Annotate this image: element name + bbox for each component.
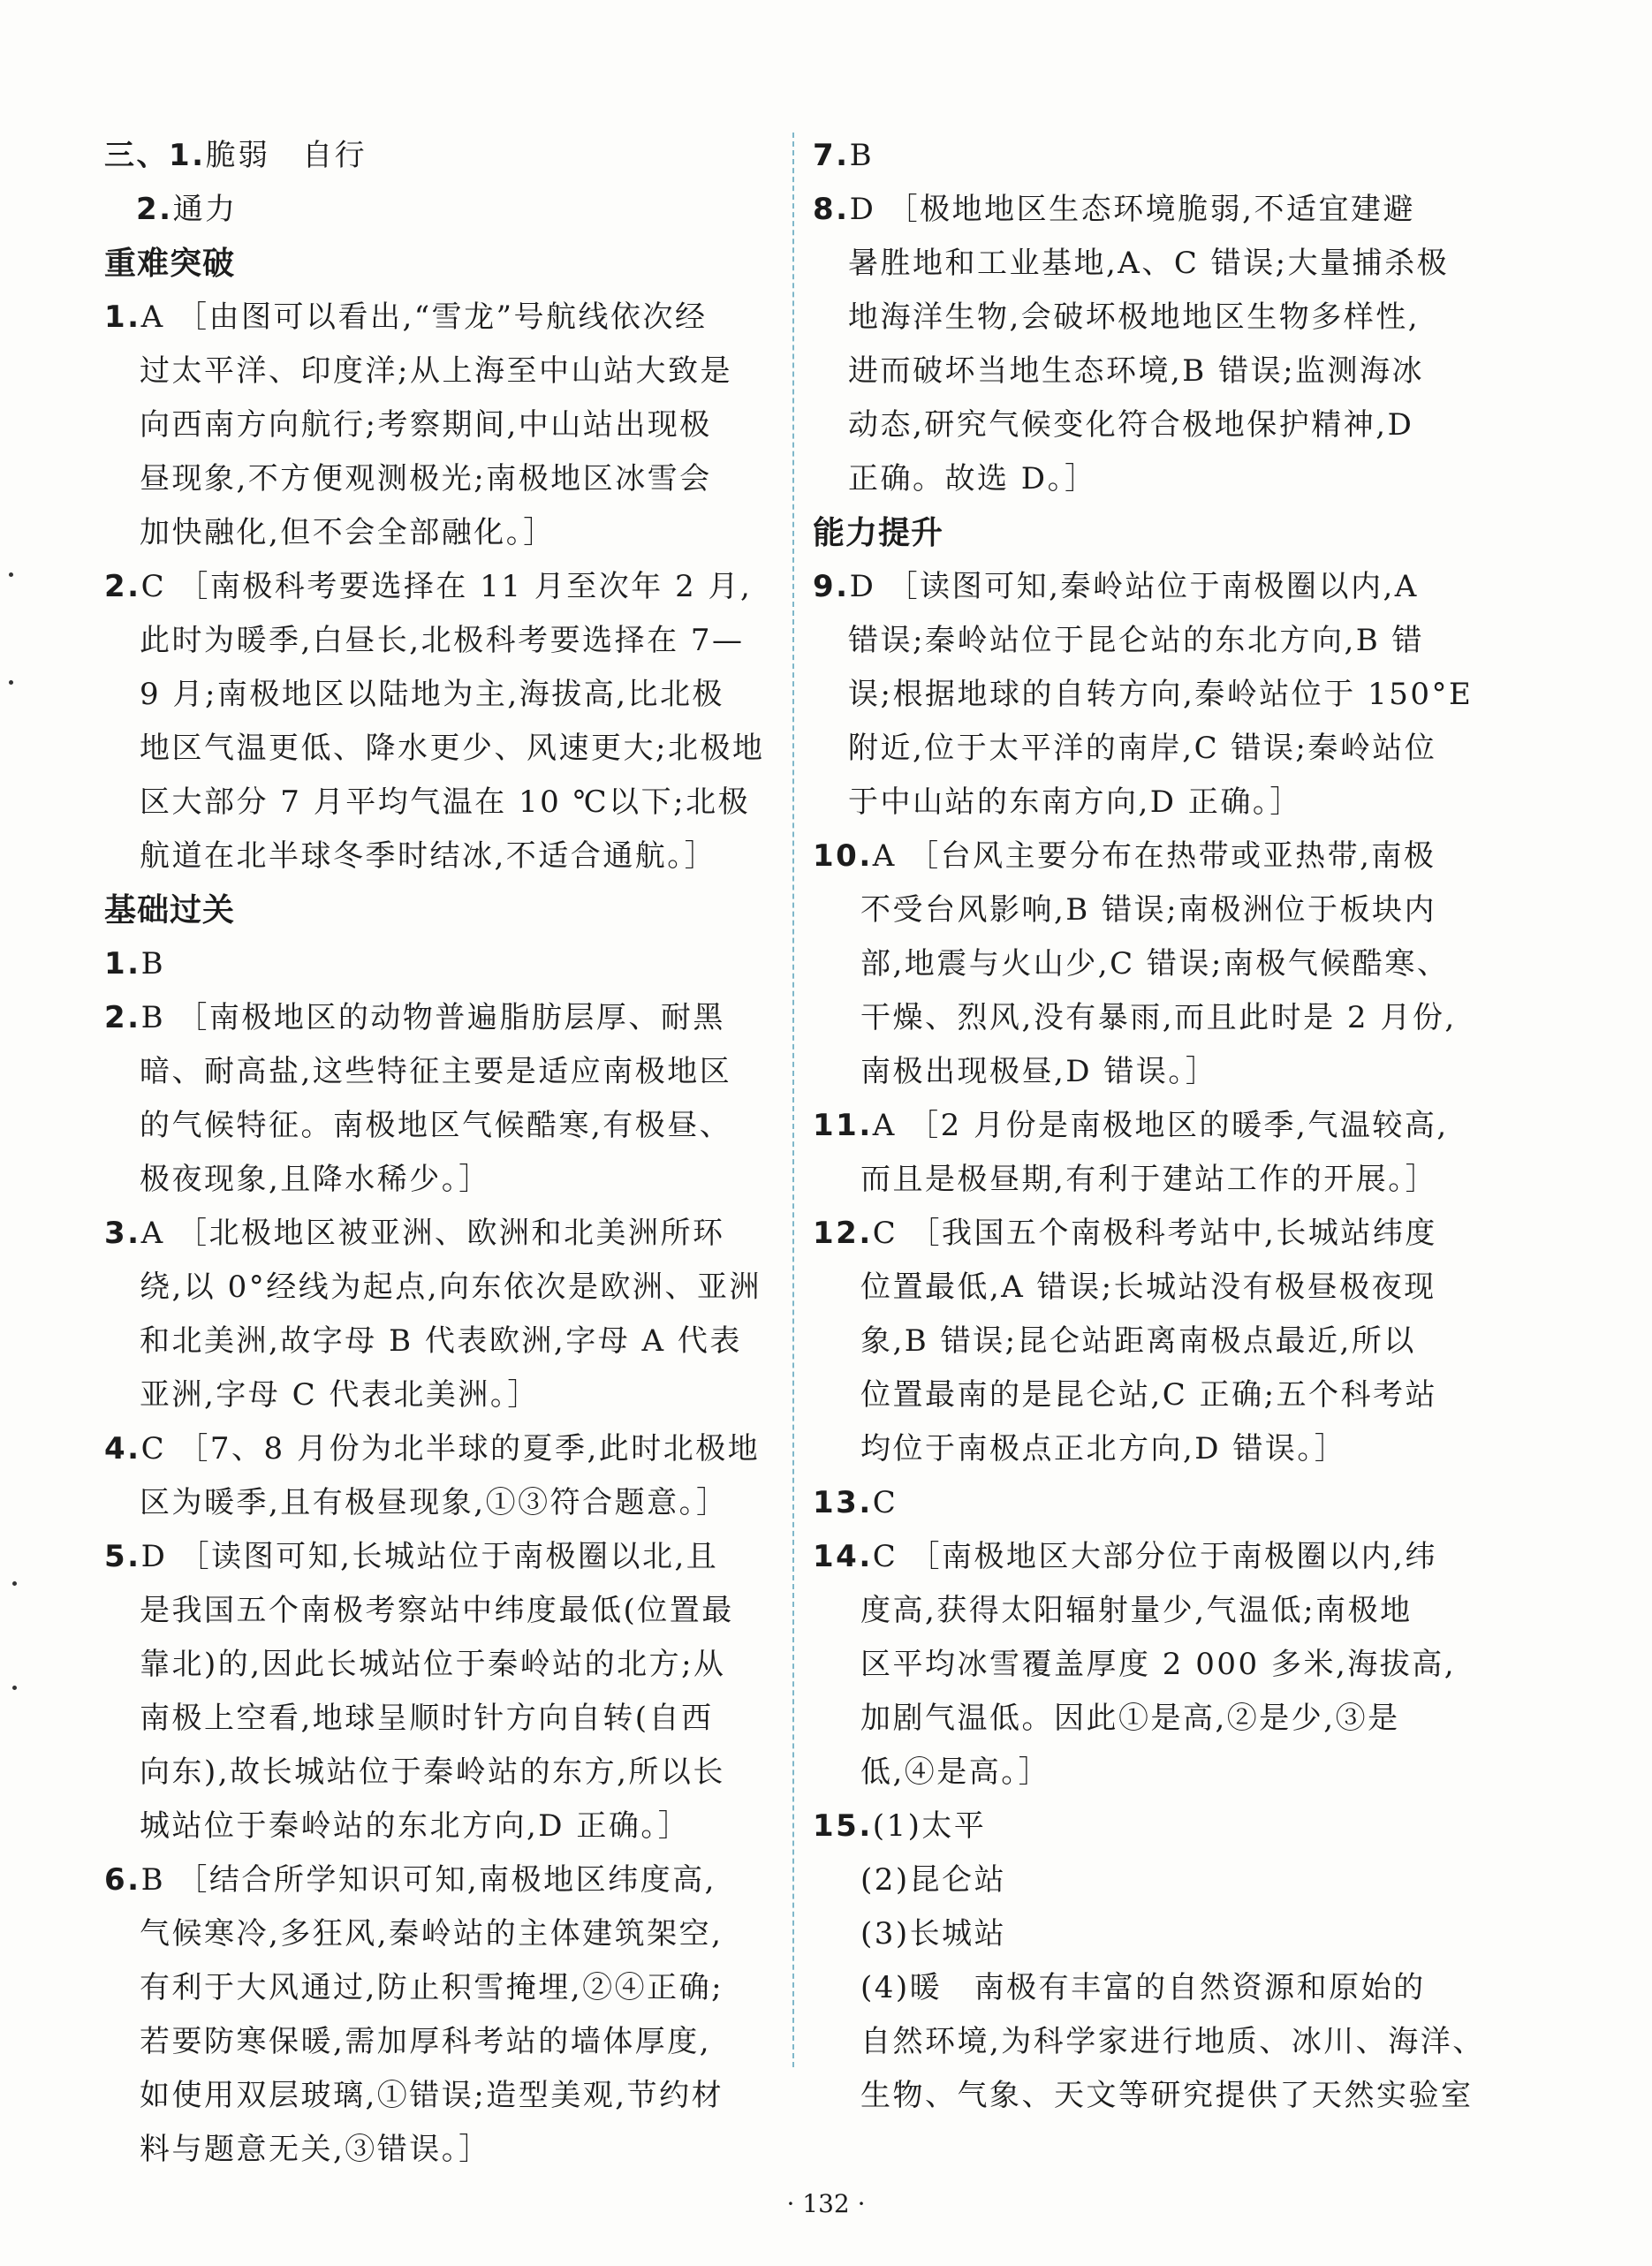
answer-continuation — [813, 1261, 1477, 1315]
answer-text: 地区气温更低、降水更少、风速更大;北极地 — [140, 731, 765, 766]
answer-item — [813, 1530, 1477, 1584]
answer-text: 向东),故长城站位于秦岭站的东方,所以长 — [140, 1754, 725, 1790]
answer-text: C — [872, 1485, 898, 1520]
answer-continuation — [813, 1746, 1477, 1800]
item-number: 13. — [813, 1485, 873, 1520]
answer-item — [813, 1099, 1477, 1153]
answer-continuation — [104, 2069, 776, 2123]
answer-item — [104, 1853, 776, 1907]
answer-text: 此时为暖季,白昼长,北极科考要选择在 7— — [140, 623, 745, 658]
answer-item — [813, 129, 1477, 183]
item-number: 11. — [813, 1108, 873, 1143]
answer-text: 于中山站的东南方向,D 正确。］ — [848, 784, 1302, 820]
answer-item — [813, 560, 1477, 614]
answer-text: 极夜现象,且降水稀少。］ — [140, 1162, 491, 1197]
item-number: 2. — [104, 569, 141, 604]
item-number: 4. — [104, 1431, 141, 1466]
answer-item — [813, 830, 1477, 883]
item-number: 7. — [813, 138, 850, 173]
answer-item — [104, 129, 776, 183]
answer-text: 靠北)的,因此长城站位于秦岭站的北方;从 — [140, 1647, 726, 1682]
answer-text: 的气候特征。南极地区气候酷寒,有极昼、 — [140, 1108, 732, 1143]
answer-text: 航道在北半球冬季时结冰,不适合通航。］ — [140, 838, 717, 874]
answer-continuation — [104, 1315, 776, 1368]
answer-continuation — [813, 1584, 1477, 1638]
answer-text: C ［南极科考要选择在 11 月至次年 2 月, — [140, 569, 753, 604]
answer-item — [813, 1207, 1477, 1261]
margin-mark — [12, 1686, 17, 1690]
answer-text: 动态,研究气候变化符合极地保护精神,D — [848, 407, 1414, 443]
answer-item — [104, 183, 776, 237]
item-number: 9. — [813, 569, 850, 604]
answer-text: 误;根据地球的自转方向,秦岭站位于 150°E — [848, 677, 1474, 712]
answer-continuation — [813, 776, 1477, 830]
answer-text: A ［北极地区被亚洲、欧洲和北美洲所环 — [140, 1216, 725, 1251]
answer-continuation — [813, 937, 1477, 991]
margin-mark — [12, 1581, 17, 1586]
answer-continuation — [813, 1692, 1477, 1746]
item-number: 3. — [104, 1216, 141, 1251]
answer-continuation — [104, 1099, 776, 1153]
answer-continuation — [813, 1853, 1477, 1907]
item-number: 12. — [813, 1216, 873, 1251]
answer-text: 位置最低,A 错误;长城站没有极昼极夜现 — [860, 1269, 1436, 1305]
answer-text: 如使用双层玻璃,①错误;造型美观,节约材 — [140, 2078, 724, 2113]
answer-item — [104, 991, 776, 1045]
answer-text: 9 月;南极地区以陆地为主,海拔高,比北极 — [140, 677, 725, 712]
answer-continuation — [813, 1153, 1477, 1207]
answer-text: 是我国五个南极考察站中纬度最低(位置最 — [140, 1593, 734, 1628]
answer-text: 若要防寒保暖,需加厚科考站的墙体厚度, — [140, 2024, 712, 2059]
answer-text: B — [140, 946, 166, 981]
answer-text: 过太平洋、印度洋;从上海至中山站大致是 — [140, 353, 732, 389]
section-heading: 重难突破 — [104, 246, 236, 282]
answer-text: 加剧气温低。因此①是高,②是少,③是 — [860, 1701, 1400, 1736]
answer-text: B ［南极地区的动物普遍脂肪层厚、耐黑 — [140, 1000, 725, 1035]
item-number: 6. — [104, 1862, 141, 1898]
item-number: 5. — [104, 1539, 141, 1574]
answer-text: B — [849, 138, 875, 173]
answer-continuation — [104, 1584, 776, 1638]
answer-text: D ［极地地区生态环境脆弱,不适宜建避 — [849, 192, 1415, 227]
answer-continuation — [813, 1638, 1477, 1692]
answer-text: 生物、气象、天文等研究提供了天然实验室 — [860, 2078, 1474, 2113]
answer-text: 干燥、烈风,没有暴雨,而且此时是 2 月份, — [860, 1000, 1457, 1035]
answer-continuation — [104, 452, 776, 506]
answer-text: 错误;秦岭站位于昆仑站的东北方向,B 错 — [848, 623, 1425, 658]
answer-continuation — [104, 1261, 776, 1315]
answer-continuation — [104, 614, 776, 668]
answer-continuation — [813, 722, 1477, 776]
answer-continuation — [104, 776, 776, 830]
answer-text: C ［7、8 月份为北半球的夏季,此时北极地 — [140, 1431, 761, 1466]
margin-mark — [9, 680, 13, 685]
answer-item — [104, 937, 776, 991]
answer-continuation — [813, 2015, 1485, 2069]
answer-text: A ［由图可以看出,“雪龙”号航线依次经 — [140, 299, 708, 335]
answer-continuation — [813, 991, 1477, 1045]
answer-continuation — [104, 1692, 776, 1746]
item-number: 8. — [813, 192, 850, 227]
answer-text: 度高,获得太阳辐射量少,气温低;南极地 — [860, 1593, 1413, 1628]
answer-item — [104, 1207, 776, 1261]
answer-text: 象,B 错误;昆仑站距离南极点最近,所以 — [860, 1323, 1416, 1359]
answer-item — [104, 1422, 776, 1476]
answer-text: A ［2 月份是南极地区的暖季,气温较高, — [872, 1108, 1449, 1143]
item-number: 15. — [813, 1808, 873, 1844]
answer-text: 低,④是高。］ — [860, 1754, 1051, 1790]
answer-continuation — [104, 1800, 776, 1853]
answer-text: B ［结合所学知识可知,南极地区纬度高, — [140, 1862, 716, 1898]
item-number: 三、1. — [104, 138, 206, 173]
answer-text: (1)太平 — [872, 1808, 987, 1844]
answer-text: 区大部分 7 月平均气温在 10 ℃以下;北极 — [140, 784, 751, 820]
answer-text: 昼现象,不方便观测极光;南极地区冰雪会 — [140, 461, 712, 496]
answer-continuation — [104, 1153, 776, 1207]
answer-continuation — [813, 668, 1477, 722]
answer-text: 气候寒冷,多狂风,秦岭站的主体建筑架空, — [140, 1916, 724, 1951]
section-heading: 基础过关 — [104, 892, 236, 928]
answer-text: C ［南极地区大部分位于南极圈以内,纬 — [872, 1539, 1437, 1574]
answer-continuation — [104, 1907, 776, 1961]
left-column — [104, 129, 776, 2177]
answer-item — [813, 1476, 1477, 1530]
answer-continuation — [104, 1961, 776, 2015]
page-number: · 132 · — [786, 2189, 866, 2218]
answer-continuation — [104, 1045, 776, 1099]
answer-text: 脆弱 自行 — [205, 138, 368, 173]
answer-continuation — [813, 2069, 1477, 2123]
answer-continuation — [104, 2015, 776, 2069]
answer-continuation — [104, 345, 776, 398]
answer-continuation — [104, 668, 776, 722]
answer-text: 区平均冰雪覆盖厚度 2 000 多米,海拔高, — [860, 1647, 1457, 1682]
answer-continuation — [813, 883, 1477, 937]
answer-continuation — [813, 1368, 1477, 1422]
column-divider — [792, 133, 794, 2067]
answer-text: C ［我国五个南极科考站中,长城站纬度 — [872, 1216, 1437, 1251]
item-number: 1. — [104, 946, 141, 981]
answer-text: 绕,以 0°经线为起点,向东依次是欧洲、亚洲 — [140, 1269, 762, 1305]
item-number: 1. — [104, 299, 141, 335]
answer-text: 区为暖季,且有极昼现象,①③符合题意。］ — [140, 1485, 729, 1520]
answer-continuation — [104, 398, 776, 452]
answer-text: 地海洋生物,会破坏极地地区生物多样性, — [848, 299, 1421, 335]
item-number: 14. — [813, 1539, 873, 1574]
answer-text: 加快融化,但不会全部融化。］ — [140, 515, 556, 550]
answer-text: A ［台风主要分布在热带或亚热带,南极 — [872, 838, 1436, 874]
answer-continuation — [813, 398, 1477, 452]
answer-continuation — [813, 1315, 1477, 1368]
answer-text: (3)长城站 — [860, 1916, 1007, 1951]
answer-text: 自然环境,为科学家进行地质、冰川、海洋、 — [860, 2024, 1485, 2059]
answer-continuation — [104, 2123, 776, 2177]
answer-item — [813, 183, 1477, 237]
answer-text: 而且是极昼期,有利于建站工作的开展。］ — [860, 1162, 1438, 1197]
answer-text: 不受台风影响,B 错误;南极洲位于板块内 — [860, 892, 1437, 928]
answer-text: 向西南方向航行;考察期间,中山站出现极 — [140, 407, 712, 443]
item-number: 10. — [813, 838, 873, 874]
answer-text: 进而破坏当地生态环境,B 错误;监测海冰 — [848, 353, 1425, 389]
right-column — [813, 129, 1485, 2123]
answer-text: 通力 — [172, 192, 238, 227]
answer-continuation — [104, 830, 776, 883]
answer-text: (2)昆仑站 — [860, 1862, 1007, 1898]
answer-text: D ［读图可知,长城站位于南极圈以北,且 — [140, 1539, 719, 1574]
answer-continuation — [104, 506, 776, 560]
answer-item — [104, 291, 776, 345]
answer-continuation — [813, 1422, 1477, 1476]
answer-continuation — [813, 291, 1477, 345]
answer-text: 暗、耐高盐,这些特征主要是适应南极地区 — [140, 1054, 732, 1089]
answer-item — [104, 560, 776, 614]
answer-text: 料与题意无关,③错误。］ — [140, 2132, 491, 2167]
item-number: 2. — [136, 192, 173, 227]
answer-continuation — [104, 1368, 776, 1422]
answer-continuation — [813, 1045, 1477, 1099]
item-number: 2. — [104, 1000, 141, 1035]
answer-continuation — [813, 614, 1477, 668]
answer-continuation — [104, 1746, 776, 1800]
margin-mark — [9, 572, 13, 577]
answer-continuation — [813, 345, 1477, 398]
answer-continuation — [104, 1476, 776, 1530]
answer-item — [813, 1800, 1477, 1853]
answer-text: 部,地震与火山少,C 错误;南极气候酷寒、 — [860, 946, 1450, 981]
answer-text: D ［读图可知,秦岭站位于南极圈以内,A — [849, 569, 1419, 604]
answer-text: 亚洲,字母 C 代表北美洲。］ — [140, 1377, 540, 1413]
section-heading: 能力提升 — [813, 515, 944, 551]
answer-continuation — [813, 1961, 1477, 2015]
answer-continuation — [104, 722, 776, 776]
answer-text: 正确。故选 D。］ — [848, 461, 1097, 496]
answer-text: 有利于大风通过,防止积雪掩埋,②④正确; — [140, 1970, 724, 2005]
answer-continuation — [104, 1638, 776, 1692]
answer-text: 城站位于秦岭站的东北方向,D 正确。］ — [140, 1808, 691, 1844]
answer-continuation — [813, 452, 1477, 506]
answer-text: 南极上空看,地球呈顺时针方向自转(自西 — [140, 1701, 714, 1736]
answer-text: 和北美洲,故字母 B 代表欧洲,字母 A 代表 — [140, 1323, 742, 1359]
answer-text: 南极出现极昼,D 错误。］ — [860, 1054, 1218, 1089]
answer-text: 位置最南的是昆仑站,C 正确;五个科考站 — [860, 1377, 1438, 1413]
answer-continuation — [813, 237, 1477, 291]
answer-text: 附近,位于太平洋的南岸,C 错误;秦岭站位 — [848, 731, 1437, 766]
answer-text: 暑胜地和工业基地,A、C 错误;大量捕杀极 — [848, 246, 1450, 281]
answer-text: (4)暖 南极有丰富的自然资源和原始的 — [860, 1970, 1426, 2005]
answer-item — [104, 1530, 776, 1584]
answer-continuation — [813, 1907, 1477, 1961]
answer-text: 均位于南极点正北方向,D 错误。］ — [860, 1431, 1347, 1466]
